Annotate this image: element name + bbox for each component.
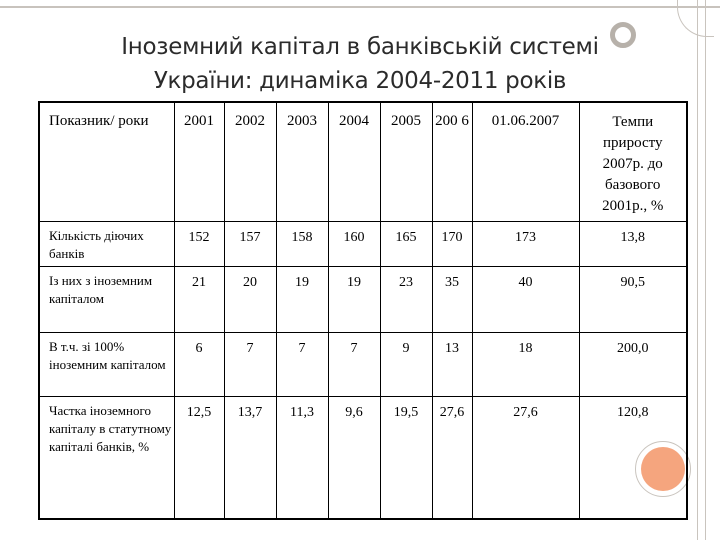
table-cell: 157 — [224, 221, 276, 266]
header-year: 2002 — [224, 102, 276, 221]
table-cell: 200,0 — [579, 332, 687, 396]
data-table — [38, 101, 688, 520]
table-cell: 173 — [472, 221, 579, 266]
table-cell: 11,3 — [276, 396, 328, 519]
table-cell: 170 — [432, 221, 472, 266]
table-cell: 35 — [432, 266, 472, 332]
table-cell: 13,8 — [579, 221, 687, 266]
table-cell: 23 — [380, 266, 432, 332]
frame-corner — [677, 0, 714, 37]
frame-top-line — [0, 6, 720, 8]
table-cell: 9,6 — [328, 396, 380, 519]
table-cell: 7 — [276, 332, 328, 396]
table-row — [39, 221, 687, 266]
table-cell: 40 — [472, 266, 579, 332]
title-line-2: України: динаміка 2004-2011 років — [153, 68, 567, 94]
header-date: 01.06.2007 — [472, 102, 579, 221]
table-header-row — [39, 102, 687, 221]
header-indicator: Показник/ роки — [39, 102, 174, 221]
header-year: 2001 — [174, 102, 224, 221]
table-cell: 158 — [276, 221, 328, 266]
table-cell: 9 — [380, 332, 432, 396]
table-cell: 27,6 — [432, 396, 472, 519]
table-cell: 90,5 — [579, 266, 687, 332]
header-year: 2003 — [276, 102, 328, 221]
table-cell: 18 — [472, 332, 579, 396]
table-cell: 160 — [328, 221, 380, 266]
row-label: Із них з іноземним капіталом — [39, 266, 174, 332]
header-year: 2005 — [380, 102, 432, 221]
table-cell: 120,8 — [579, 396, 687, 519]
table-cell: 7 — [224, 332, 276, 396]
table-cell: 12,5 — [174, 396, 224, 519]
frame-right-line — [705, 0, 706, 540]
table-cell: 7 — [328, 332, 380, 396]
row-label: Частка іноземного капіталу в статутному капіталі банків, % — [39, 396, 174, 519]
table-cell: 19,5 — [380, 396, 432, 519]
table-cell: 152 — [174, 221, 224, 266]
row-label: Кількість діючих банків — [39, 221, 174, 266]
table-cell: 13 — [432, 332, 472, 396]
header-growth-rate: Темпи приросту 2007р. до базового 2001р., % — [579, 102, 687, 221]
title-line-1: Іноземний капітал в банківській системі — [121, 34, 599, 60]
table-cell: 13,7 — [224, 396, 276, 519]
table-row — [39, 332, 687, 396]
frame-right-line-inner — [697, 0, 698, 540]
header-year: 2004 — [328, 102, 380, 221]
table-cell: 21 — [174, 266, 224, 332]
slide-title — [40, 30, 680, 98]
table-row — [39, 266, 687, 332]
table-cell: 19 — [276, 266, 328, 332]
table-cell: 165 — [380, 221, 432, 266]
table-cell: 20 — [224, 266, 276, 332]
table-cell: 6 — [174, 332, 224, 396]
table-cell: 27,6 — [472, 396, 579, 519]
header-year: 200 6 — [432, 102, 472, 221]
table-row — [39, 396, 687, 519]
table-cell: 19 — [328, 266, 380, 332]
row-label: В т.ч. зі 100% іноземним капіталом — [39, 332, 174, 396]
